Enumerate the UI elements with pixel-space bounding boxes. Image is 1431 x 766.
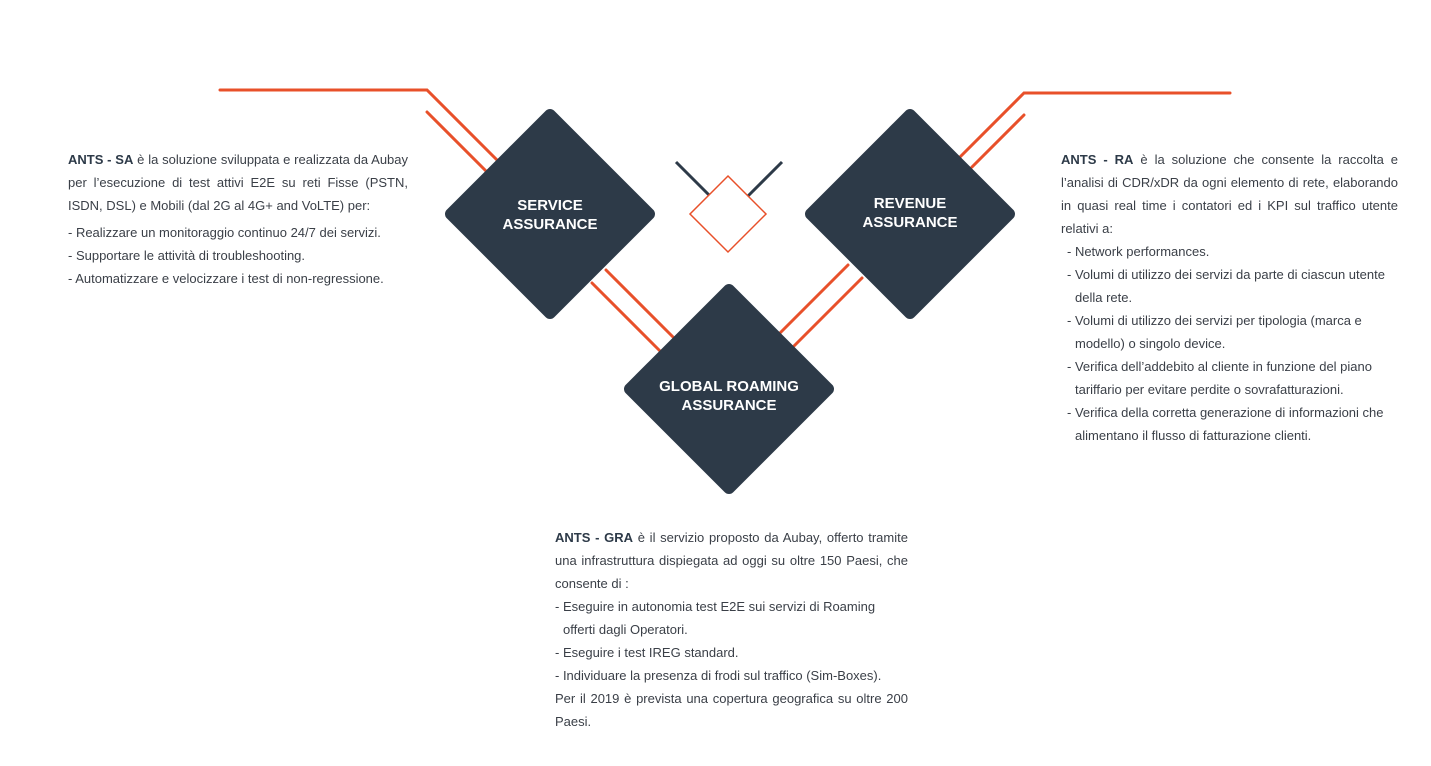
service-assurance-label: SERVICE ASSURANCE (502, 197, 598, 233)
revenue-inner-line (972, 115, 1024, 167)
ants-ra-intro-text: è la soluzione che consente la raccolta e l’analisi di CDR/xDR da ogni elemento di rete, elaborando in quasi real time i contatori ed i KPI sul traffico utente relativi a: (1061, 152, 1398, 236)
ants-sa-description (68, 148, 408, 290)
ants-ra-bullet: - Network performances. (1067, 244, 1210, 259)
ants-ra-description (1061, 148, 1398, 447)
ants-sa-intro (68, 148, 408, 217)
ants-ra-name: ANTS - RA (1061, 152, 1134, 167)
service-global-line-a (592, 283, 662, 353)
ants-sa-intro-text: è la soluzione sviluppata e realizzata da Aubay per l’esecuzione di test attivi E2E su reti Fisse (PSTN, ISDN, DSL) e Mobili (dal 2G al 4G+ and VoLTE) per: (68, 152, 409, 213)
ants-gra-description (555, 526, 908, 733)
ants-ra-bullet: - Volumi di utilizzo dei servizi da parte di ciascun utente della rete. (1067, 267, 1385, 305)
ants-ra-bullet: - Verifica della corretta generazione di informazioni che alimentano il flusso di fatturazione clienti. (1067, 405, 1384, 443)
ants-ra-bullet: - Verifica dell’addebito al cliente in funzione del piano tariffario per evitare perdite o sovrafatturazioni. (1067, 359, 1372, 397)
ants-sa-bullet: - Automatizzare e velocizzare i test di non-regressione. (68, 271, 384, 286)
ants-sa-bullet: - Supportare le attività di troubleshooting. (68, 248, 306, 263)
revenue-global-line-a (780, 265, 848, 333)
revenue-assurance-label: REVENUE ASSURANCE (862, 195, 958, 231)
ants-ra-bullet: - Volumi di utilizzo dei servizi per tipologia (marca e modello) o singolo device. (1067, 313, 1362, 351)
ants-gra-name: ANTS - GRA (555, 530, 634, 545)
revenue-global-line-b (794, 278, 862, 346)
ants-gra-closing: Per il 2019 è prevista una copertura geografica su oltre 200 Paesi. (555, 691, 908, 729)
ants-sa-name: ANTS - SA (68, 152, 134, 167)
global-roaming-assurance-label: GLOBAL ROAMING ASSURANCE (659, 378, 799, 414)
center-connector-left (676, 162, 710, 196)
ants-gra-intro (555, 526, 908, 595)
center-connector-right (748, 162, 782, 196)
ants-gra-intro-text: è il servizio proposto da Aubay, offerto tramite una infrastruttura dispiegata ad oggi su oltre 150 Paesi, che consente di : (555, 530, 908, 591)
ants-gra-bullet: - Individuare la presenza di frodi sul traffico (Sim-Boxes). (555, 668, 882, 683)
service-global-line-b (606, 270, 676, 340)
ants-gra-bullet: - Eseguire in autonomia test E2E sui servizi di Roaming offerti dagli Operatori. (555, 599, 876, 637)
ants-gra-bullet: - Eseguire i test IREG standard. (555, 645, 739, 660)
ants-sa-bullet: - Realizzare un monitoraggio continuo 24/7 dei servizi. (68, 225, 381, 240)
ants-ra-intro (1061, 148, 1398, 240)
